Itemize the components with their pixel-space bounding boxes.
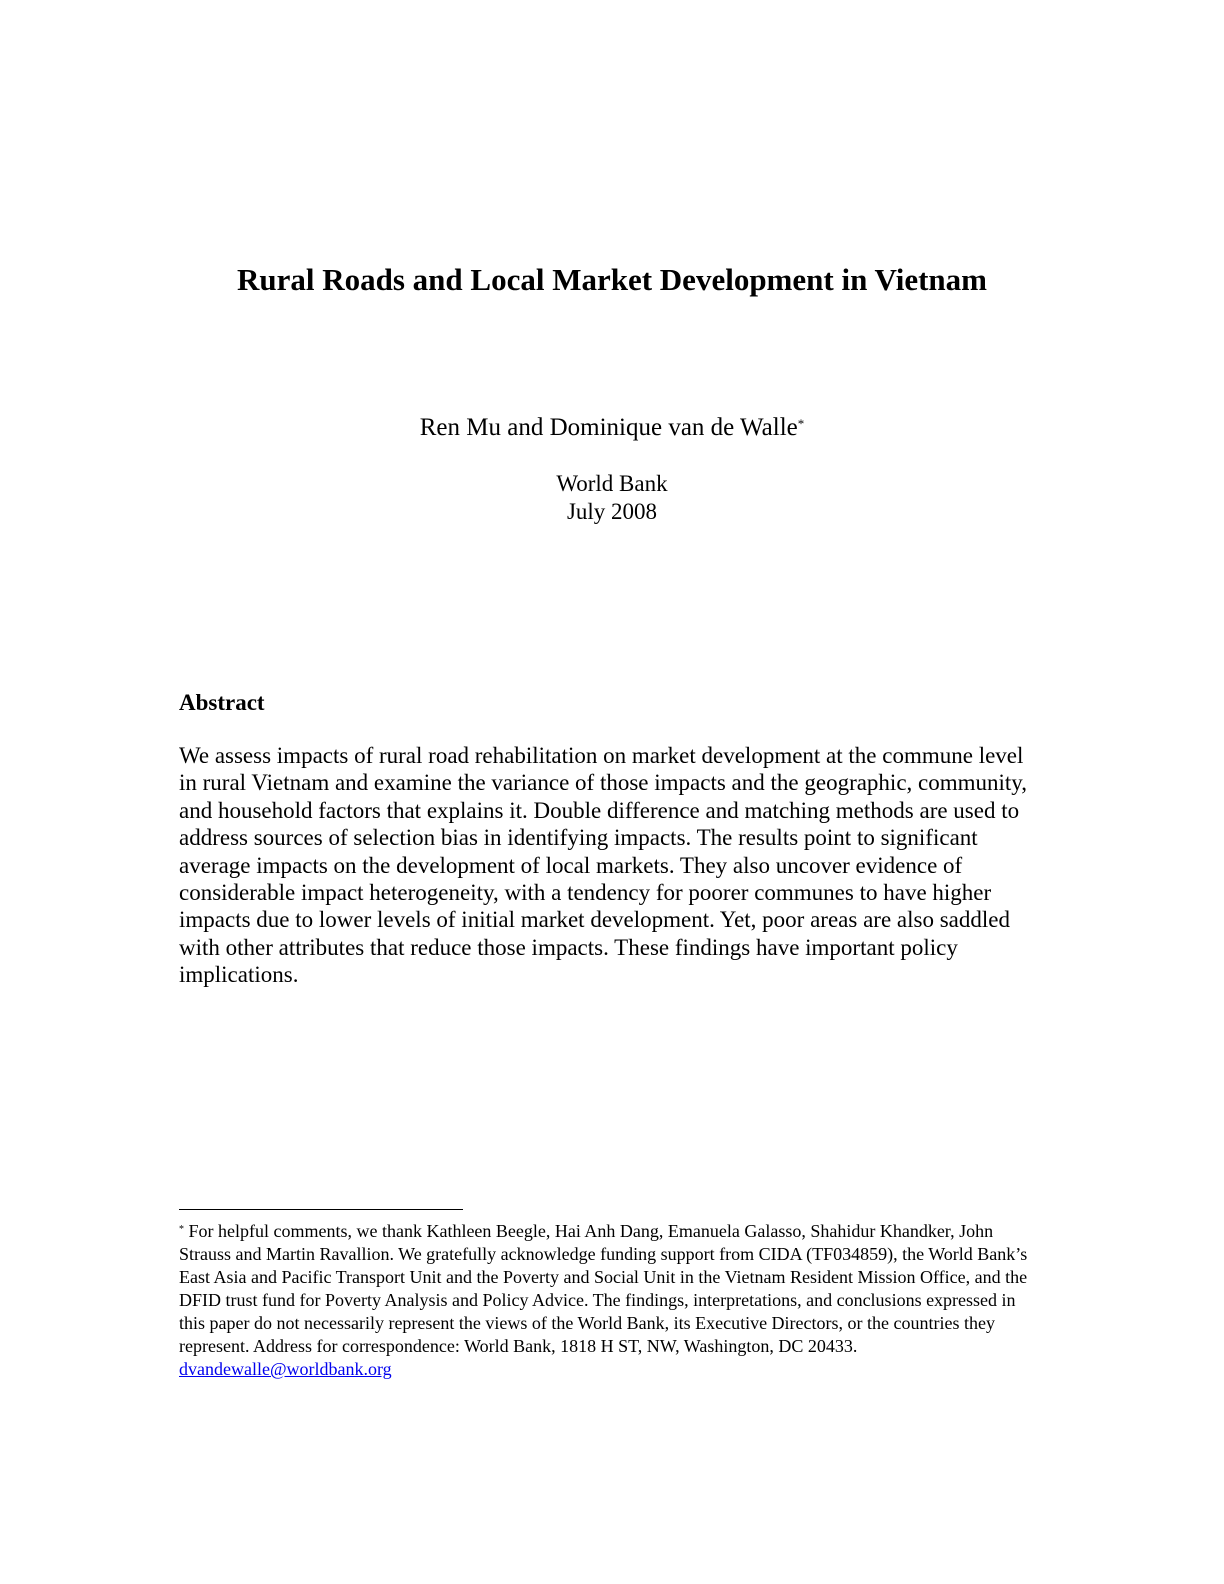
footnote <box>179 1220 1039 1381</box>
affiliation-block <box>0 470 1224 526</box>
author-footnote-marker[interactable]: * <box>797 416 805 431</box>
authors: Ren Mu and Dominique van de Walle <box>419 414 798 441</box>
footnote-marker: * <box>179 1224 184 1235</box>
publication-date: July 2008 <box>566 499 658 524</box>
affiliation: World Bank <box>556 471 668 496</box>
email-link[interactable]: dvandewalle@worldbank.org <box>179 1359 392 1379</box>
paper-title: Rural Roads and Local Market Development in Vietnam <box>236 262 987 297</box>
abstract-heading: Abstract <box>179 690 265 715</box>
footnote-text: For helpful comments, we thank Kathleen Beegle, Hai Anh Dang, Emanuela Galasso, Shahidur Khandker, John Strauss and Martin Ravallion. We gratefully acknowledge funding support from CIDA (TF034859), the World Bank’s East Asia and Pacific Transport Unit and the Poverty and Social Unit in the Vietnam Resident Mission Office, and the DFID trust fund for Poverty Analysis and Policy Advice. The findings, interpretations, and conclusions expressed in this paper do not necessarily represent the views of the World Bank, its Executive Directors, or the countries they represent. Address for correspondence: World Bank, 1818 H ST, NW, Washington, DC 20433. <box>179 1221 1028 1356</box>
abstract-body: We assess impacts of rural road rehabilitation on market development at the commune level in rural Vietnam and examine the variance of those impacts and the geographic, community, and household factors that explains it. Double difference and matching methods are used to address sources of selection bias in identifying impacts. The results point to significant average impacts on the development of local markets. They also uncover evidence of considerable impact heterogeneity, with a tendency for poorer communes to have higher impacts due to lower levels of initial market development. Yet, poor areas are also saddled with other attributes that reduce those impacts. These findings have important policy implications. <box>179 743 1028 988</box>
author-line <box>0 410 1224 446</box>
footnote-divider <box>179 1209 463 1210</box>
